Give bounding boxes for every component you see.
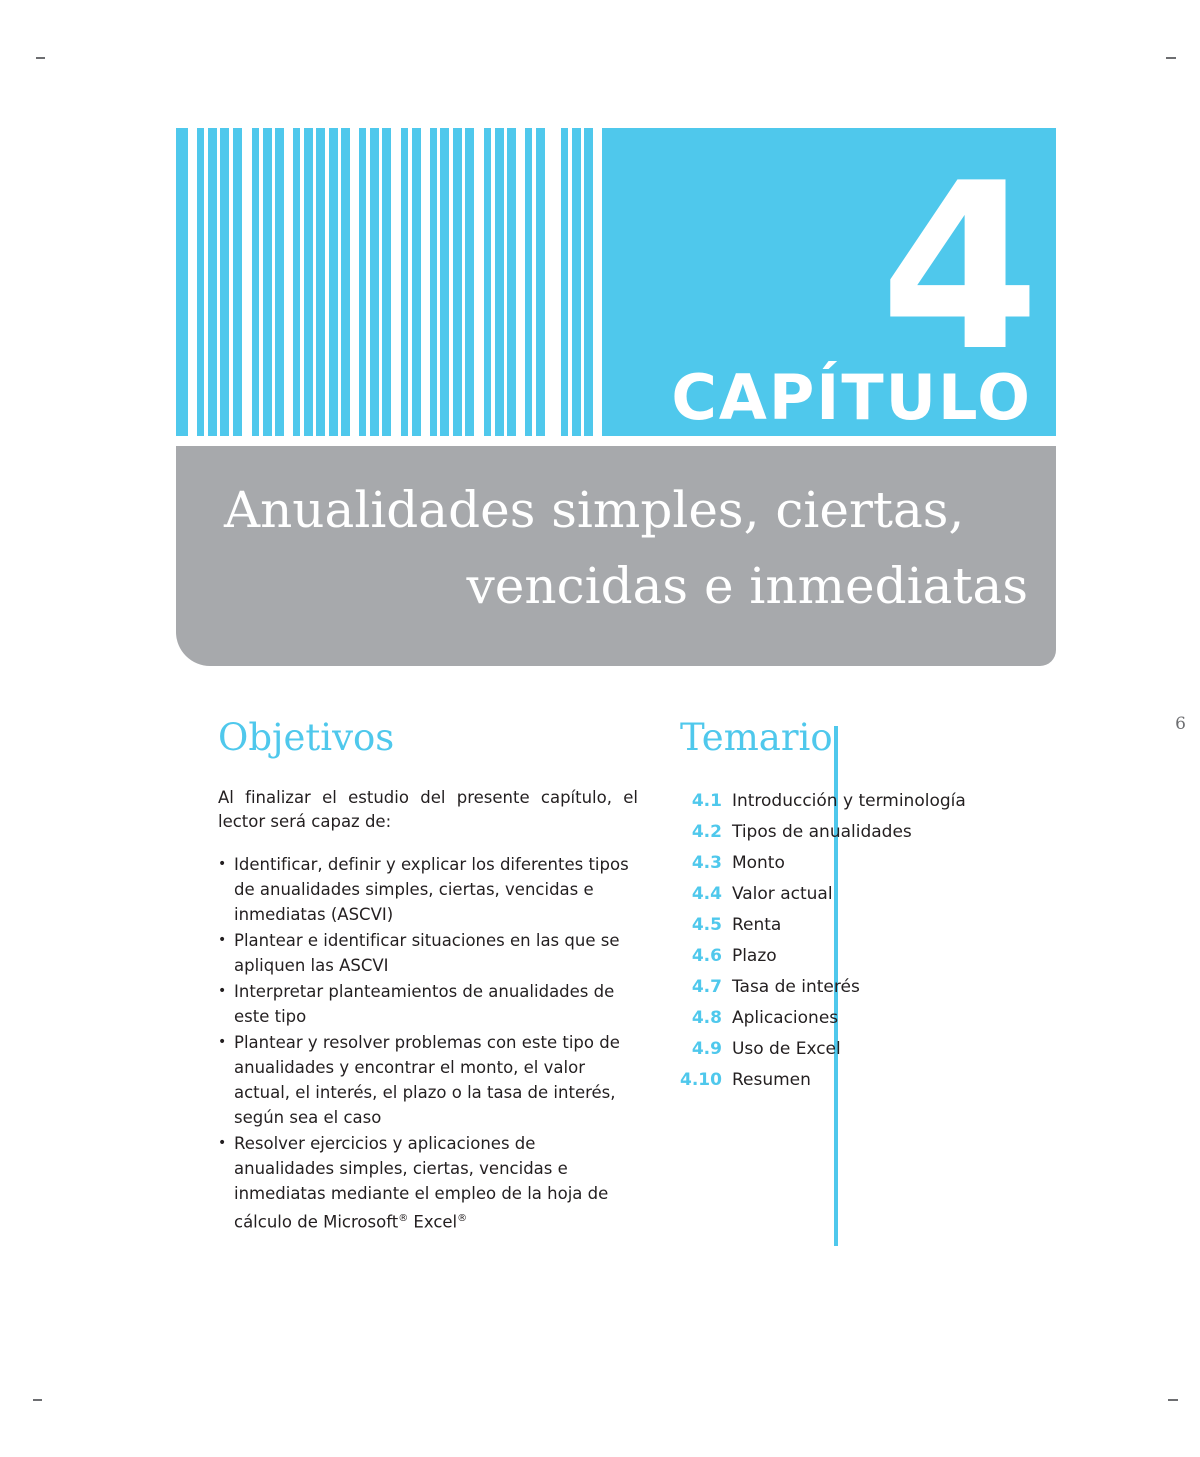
objetivos-intro: Al finalizar el estudio del presente capítulo, el lector será capaz de: <box>218 788 638 831</box>
temario-row[interactable] <box>680 1065 966 1096</box>
page-title <box>188 472 1028 624</box>
chapter-banner <box>176 128 1056 436</box>
temario-table <box>680 786 966 1096</box>
temario-label: Tipos de anualidades <box>731 822 912 842</box>
crop-mark-bottom-right <box>1168 1399 1178 1401</box>
temario-row[interactable] <box>680 848 966 879</box>
objetivos-list <box>218 852 638 1235</box>
temario-number: 4.5 <box>691 915 722 935</box>
temario-label: Uso de Excel <box>731 1039 841 1059</box>
temario-label: Monto <box>731 853 785 873</box>
chapter-number: 4 <box>879 135 1034 402</box>
chapter-word: CAPÍTULO <box>671 361 1032 434</box>
objetivos-heading: Objetivos <box>218 716 395 759</box>
temario-row[interactable] <box>680 910 966 941</box>
temario-column <box>680 716 1060 1096</box>
temario-heading: Temario <box>680 716 833 759</box>
objetivo-item: • Plantear e identificar situaciones en las que se apliquen las ASCVI <box>218 928 638 978</box>
crop-mark-bottom-left <box>33 1399 42 1401</box>
temario-number: 4.8 <box>691 1008 722 1028</box>
crop-mark-top-right <box>1166 57 1176 59</box>
objetivo-item: • Resolver ejercicios y aplicaciones de anualidades simples, ciertas, vencidas e inmediatas mediante el empleo de la hoja de cálculo de Microsoft® Excel® <box>218 1131 638 1235</box>
temario-label: Resumen <box>731 1070 811 1090</box>
temario-label: Aplicaciones <box>731 1008 839 1028</box>
chapter-title-plate <box>176 446 1056 666</box>
temario-number: 4.4 <box>691 884 722 904</box>
temario-label: Introducción y terminología <box>731 791 966 811</box>
objetivo-item: • Interpretar planteamientos de anualidades de este tipo <box>218 979 638 1029</box>
temario-label: Plazo <box>731 946 777 966</box>
temario-number: 4.6 <box>691 946 722 966</box>
temario-label: Tasa de interés <box>731 977 860 997</box>
temario-number: 4.3 <box>691 853 722 873</box>
temario-number: 4.10 <box>680 1070 722 1090</box>
barcode-graphic <box>176 128 446 436</box>
temario-label: Valor actual <box>731 884 833 904</box>
temario-number: 4.7 <box>691 977 722 997</box>
temario-row[interactable] <box>680 1003 966 1034</box>
objetivo-item: • Plantear y resolver problemas con este tipo de anualidades y encontrar el monto, el valor actual, el interés, el plazo o la tasa de interés, según sea el caso <box>218 1030 638 1130</box>
temario-row[interactable] <box>680 817 966 848</box>
objetivo-item: • Identificar, definir y explicar los diferentes tipos de anualidades simples, ciertas, vencidas e inmediatas (ASCVI) <box>218 852 638 927</box>
temario-row[interactable] <box>680 1034 966 1065</box>
temario-number: 4.2 <box>691 822 722 842</box>
temario-row[interactable] <box>680 786 966 817</box>
temario-row[interactable] <box>680 879 966 910</box>
page-folio: 6 <box>1175 714 1186 734</box>
chapter-title-line-2: vencidas e inmediatas <box>466 557 1028 615</box>
temario-row[interactable] <box>680 941 966 972</box>
temario-row[interactable] <box>680 972 966 1003</box>
crop-mark-top-left <box>36 57 45 59</box>
chapter-title-line-1: Anualidades simples, ciertas, <box>224 481 965 539</box>
temario-label: Renta <box>731 915 782 935</box>
temario-number: 4.1 <box>691 791 722 811</box>
objetivos-column <box>218 716 638 1236</box>
temario-number: 4.9 <box>691 1039 722 1059</box>
